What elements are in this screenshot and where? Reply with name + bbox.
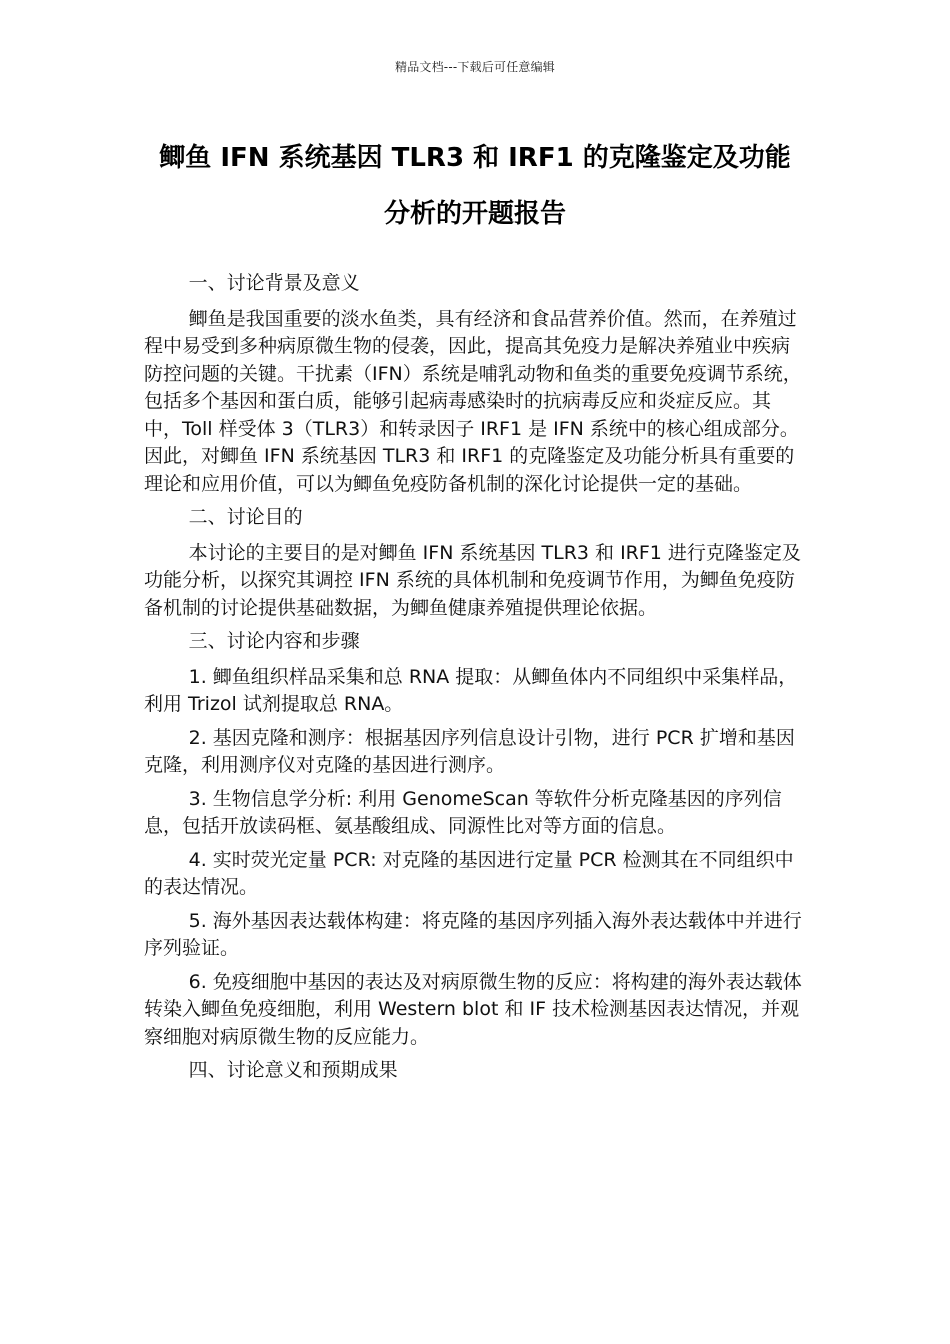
document-title xyxy=(100,130,850,242)
step-item-3: 3. 生物信息学分析: 利用 GenomeScan 等软件分析克隆基因的序列信息，包括开放读码框、氨基酸组成、同源性比对等方面的信息。 xyxy=(144,787,782,837)
document-body xyxy=(144,270,808,1093)
header-note: 精品文档---下载后可任意编辑 xyxy=(395,60,555,74)
title-line-2: 分析的开题报告 xyxy=(383,199,566,229)
section-heading-steps: 三、讨论内容和步骤 xyxy=(188,630,360,652)
step-item-2: 2. 基因克隆和测序：根据基因序列信息设计引物，进行 PCR 扩增和基因克隆，利用测序仪对克隆的基因进行测序。 xyxy=(144,726,795,776)
paragraph-purpose: 本讨论的主要目的是对鲫鱼 IFN 系统基因 TLR3 和 IRF1 进行克隆鉴定及功能分析，以探究其调控 IFN 系统的具体机制和免疫调节作用，为鲫鱼免疫防备机制的讨论提供基础数据，为鲫鱼健康养殖提供理论依据。 xyxy=(144,541,801,619)
step-item-5: 5. 海外基因表达载体构建：将克隆的基因序列插入海外表达载体中并进行序列验证。 xyxy=(144,909,802,959)
section-heading-background: 一、讨论背景及意义 xyxy=(188,272,360,294)
step-item-4: 4. 实时荧光定量 PCR: 对克隆的基因进行定量 PCR 检测其在不同组织中的表达情况。 xyxy=(144,848,794,898)
section-heading-purpose: 二、讨论目的 xyxy=(188,506,303,528)
section-heading-significance: 四、讨论意义和预期成果 xyxy=(188,1059,398,1081)
paragraph-background: 鲫鱼是我国重要的淡水鱼类，具有经济和食品营养价值。然而，在养殖过程中易受到多种病原微生物的侵袭，因此，提高其免疫力是解决养殖业中疾病防控问题的关键。干扰素（IFN）系统是哺乳动物和鱼类的重要免疫调节系统，包括多个基因和蛋白质，能够引起病毒感染时的抗病毒反应和炎症反应。其中，Toll 样受体 3（TLR3）和转录因子 IRF1 是 IFN 系统中的核心组成部分。因此，对鲫鱼 IFN 系统基因 TLR3 和 IRF1 的克隆鉴定及功能分析具有重要的理论和应用价值，可以为鲫鱼免疫防备机制的深化讨论提供一定的基础。 xyxy=(144,307,802,495)
title-line-1: 鲫鱼 IFN 系统基因 TLR3 和 IRF1 的克隆鉴定及功能 xyxy=(159,143,791,173)
step-item-1: 1. 鲫鱼组织样品采集和总 RNA 提取：从鲫鱼体内不同组织中采集样品，利用 Trizol 试剂提取总 RNA。 xyxy=(144,665,798,715)
step-item-6: 6. 免疫细胞中基因的表达及对病原微生物的反应：将构建的海外表达载体转染入鲫鱼免疫细胞，利用 Western blot 和 IF 技术检测基因表达情况，并观察细胞对病原微生物的反应能力。 xyxy=(144,970,802,1048)
